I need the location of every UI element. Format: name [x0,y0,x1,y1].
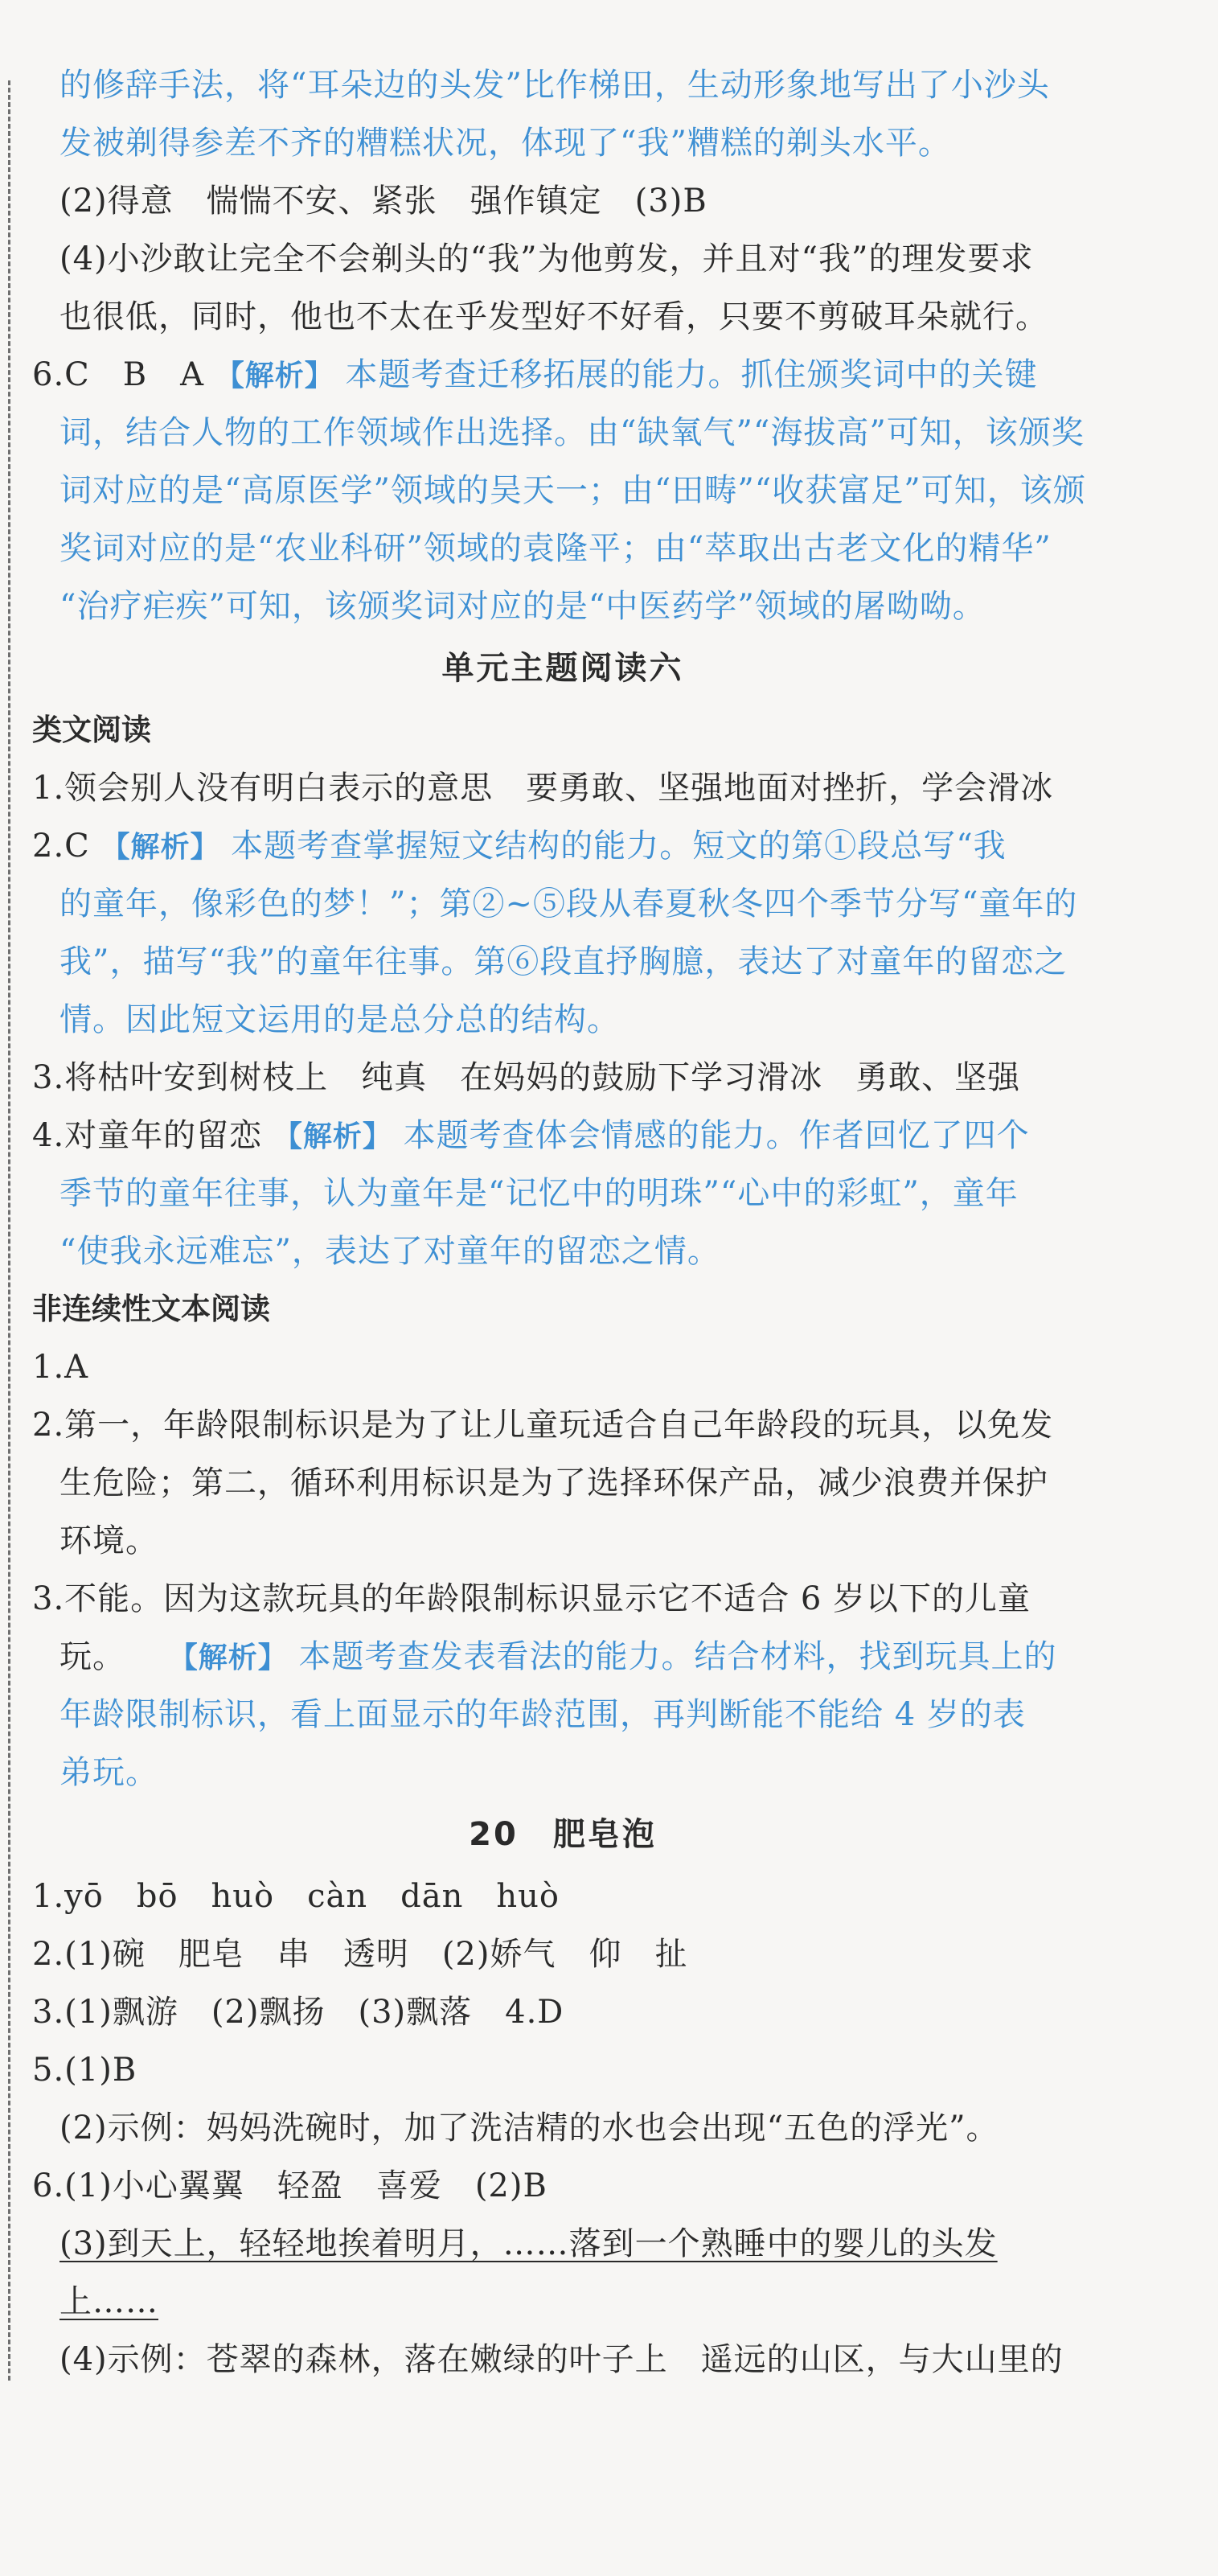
analysis-text-line: 的童年，像彩色的梦！”；第②~⑤段从春夏秋冬四个季节分写“童年的 [59,885,1078,922]
answer-lead: 玩。 [59,1638,125,1675]
answer-text-line: 的修辞手法，将“耳朵边的头发”比作梯田，生动形象地写出了小沙头 [59,67,1050,104]
analysis-text-line: “使我永远难忘”，表达了对童年的留恋之情。 [59,1233,720,1270]
answer-text-line: 发被剃得参差不齐的糟糕状况，体现了“我”糟糕的剃头水平。 [59,125,951,162]
analysis-text-line: 词，结合人物的工作领域作出选择。由“缺氧气”“海拔高”可知，该颁奖 [59,414,1085,451]
analysis-text: 本题考查迁移拓展的能力。抓住颁奖词中的关键 [345,356,1038,393]
answer-q2: (2)得意 惴惴不安、紧张 强作镇定 (3)B [59,183,707,220]
answer-item: 3.不能。因为这款玩具的年龄限制标识显示它不适合 6 岁以下的儿童 [32,1580,1031,1617]
underlined-text: (3)到天上，轻轻地挨着明月，……落到一个熟睡中的婴儿的头发 [59,2225,998,2262]
analysis-tag: 【解析】 [215,359,334,392]
answer-item: 3.将枯叶安到树枝上 纯真 在妈妈的鼓励下学习滑冰 勇敢、坚强 [32,1059,1021,1096]
analysis-text-line: 情。因此短文运用的是总分总的结构。 [59,1001,620,1038]
answer-page [32,56,1093,2389]
analysis-text-line: 年龄限制标识，看上面显示的年龄范围，再判断能不能给 4 岁的表 [59,1696,1026,1733]
analysis-text-line: “治疗疟疾”可知，该颁奖词对应的是“中医药学”领域的屠呦呦。 [59,588,986,625]
answer-q4: (4)小沙敢让完全不会剃头的“我”为他剪发，并且对“我”的理发要求 [59,240,1034,277]
answer-item [32,817,1093,875]
answer-item [32,1107,1093,1165]
answer-item: 3.(1)飘游 (2)飘扬 (3)飘落 4.D [32,1994,564,2031]
answer-item: 6.(1)小心翼翼 轻盈 喜爱 (2)B [32,2167,547,2204]
analysis-text: 本题考查掌握短文结构的能力。短文的第①段总写“我 [231,828,1007,865]
answer-item-cont [32,1628,1093,1686]
answer-item-cont: (4)示例：苍翠的森林，落在嫩绿的叶子上 遥远的山区，与大山里的 [59,2341,1064,2378]
answer-item-cont: (2)示例：妈妈洗碗时，加了洗洁精的水也会出现“五色的浮光”。 [59,2110,999,2147]
answer-item-cont: 生危险；第二，循环利用标识是为了选择环保产品，减少浪费并保护 [59,1465,1048,1502]
analysis-text-line: 我”，描写“我”的童年往事。第⑥段直抒胸臆，表达了对童年的留恋之 [59,943,1068,980]
analysis-text: 本题考查体会情感的能力。作者回忆了四个 [403,1117,1030,1154]
unit-title: 单元主题阅读六 [441,650,684,687]
analysis-text-line: 季节的童年往事，认为童年是“记忆中的明珠”“心中的彩虹”，童年 [59,1175,1019,1212]
analysis-tag: 【解析】 [168,1641,288,1674]
answer-item: 1.A [32,1349,89,1386]
answer-lead: 6.C B A [32,356,205,393]
underlined-text: 上…… [59,2283,158,2320]
answer-item: 1.领会别人没有明白表示的意思 要勇敢、坚强地面对挫折，学会滑冰 [32,770,1054,807]
lesson-title: 20 肥皂泡 [469,1816,657,1853]
answer-item-cont [32,2273,1093,2331]
answer-item: 2.(1)碗 肥皂 串 透明 (2)娇气 仰 扯 [32,1936,688,1973]
section-heading-noncontinuous: 非连续性文本阅读 [32,1292,270,1326]
answer-lead: 4.对童年的留恋 [32,1117,263,1154]
answer-pinyin: 1.yō bō huò càn dān huò [32,1878,560,1915]
answer-lead: 2.C [32,828,90,865]
answer-item: 5.(1)B [32,2052,137,2089]
answer-q4-cont: 也很低，同时，他也不太在乎发型好不好看，只要不剪破耳朵就行。 [59,298,1048,335]
analysis-tag: 【解析】 [273,1120,392,1153]
analysis-tag: 【解析】 [100,831,220,864]
analysis-text-line: 词对应的是“高原医学”领域的吴天一；由“田畴”“收获富足”可知，该颁 [59,472,1086,509]
analysis-text-line: 弟玩。 [59,1754,158,1791]
answer-q6 [32,346,1093,404]
analysis-text: 本题考查发表看法的能力。结合材料，找到玩具上的 [298,1638,1057,1675]
answer-item-cont: 环境。 [59,1522,158,1559]
answer-item-cont [32,2215,1093,2273]
dashed-cut-line [8,80,10,2381]
section-heading-reading: 类文阅读 [32,713,151,747]
answer-item: 2.第一，年龄限制标识是为了让儿童玩适合自己年龄段的玩具，以免发 [32,1407,1054,1444]
analysis-text-line: 奖词对应的是“农业科研”领域的袁隆平；由“萃取出古老文化的精华” [59,530,1052,567]
